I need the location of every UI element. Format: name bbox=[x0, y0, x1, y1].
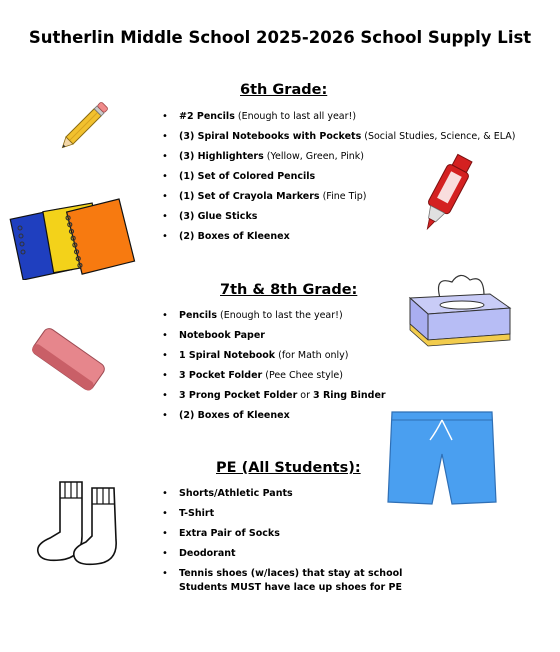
list-pe bbox=[162, 487, 402, 595]
list-item: • (3) Glue Sticks bbox=[162, 210, 515, 230]
list-item: • #2 Pencils (Enough to last all year!) bbox=[162, 110, 515, 130]
list-item: • (3) Highlighters (Yellow, Green, Pink) bbox=[162, 150, 515, 170]
eraser-icon bbox=[28, 318, 108, 402]
list-item: • (3) Spiral Notebooks with Pockets (Social Studies, Science, & ELA) bbox=[162, 130, 515, 150]
list-item: • 3 Prong Pocket Folder or 3 Ring Binder bbox=[162, 389, 386, 409]
list-item: • Pencils (Enough to last the year!) bbox=[162, 309, 386, 329]
list-item: • (1) Set of Colored Pencils bbox=[162, 170, 515, 190]
section-heading-pe: PE (All Students): bbox=[216, 460, 361, 476]
list-7th-8th bbox=[162, 309, 386, 429]
list-item: • Tennis shoes (w/laces) that stay at school Students MUST have lace up shoes for PE bbox=[162, 567, 402, 595]
list-item: • Deodorant bbox=[162, 547, 402, 567]
list-item: • 1 Spiral Notebook (for Math only) bbox=[162, 349, 386, 369]
list-item: • (2) Boxes of Kleenex bbox=[162, 230, 515, 250]
section-heading-7th-8th: 7th & 8th Grade: bbox=[220, 282, 358, 298]
list-item: • Notebook Paper bbox=[162, 329, 386, 349]
marker-icon bbox=[412, 148, 482, 240]
pencil-icon bbox=[50, 90, 120, 160]
tissue-box-icon bbox=[404, 268, 516, 350]
socks-icon bbox=[34, 478, 126, 570]
list-item: • 3 Pocket Folder (Pee Chee style) bbox=[162, 369, 386, 389]
list-item: • T-Shirt bbox=[162, 507, 402, 527]
list-item: • (1) Set of Crayola Markers (Fine Tip) bbox=[162, 190, 515, 210]
list-item: • (2) Boxes of Kleenex bbox=[162, 409, 386, 429]
section-heading-6th: 6th Grade: bbox=[240, 82, 328, 98]
notebooks-icon bbox=[8, 198, 140, 280]
shorts-icon bbox=[386, 408, 498, 510]
page-title: Sutherlin Middle School 2025-2026 School Supply List bbox=[28, 28, 532, 47]
list-item: • Extra Pair of Socks bbox=[162, 527, 402, 547]
list-item: • Shorts/Athletic Pants bbox=[162, 487, 402, 507]
